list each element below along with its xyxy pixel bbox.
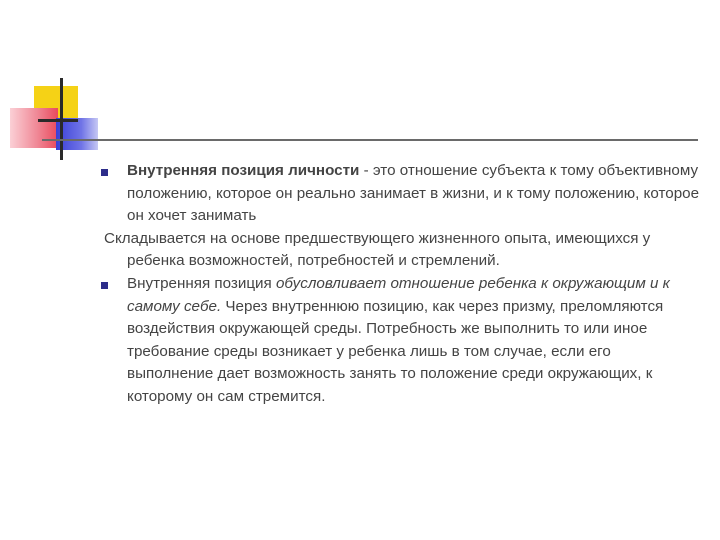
influence-lead-text: Внутренняя позиция (127, 274, 276, 292)
paragraph-formation (100, 228, 700, 273)
term-label: Внутренняя позиция личности (127, 162, 360, 179)
square-bullet-icon (101, 169, 108, 176)
influence-italic-text: обусловливает отношение ребенка к окружающим и к самому себе. (127, 274, 670, 315)
title-divider-line (42, 139, 698, 141)
bullet-paragraph-influence (100, 273, 700, 409)
formation-text: Складывается на основе предшествующего жизненного опыта, имеющихся у ребенка возможностей, потребностей и стремлений. (104, 229, 651, 270)
decor-red-square (10, 108, 58, 148)
slide-body (100, 160, 700, 409)
square-bullet-icon (101, 282, 108, 289)
decor-short-horizontal-line (38, 119, 78, 122)
bullet-paragraph-definition (100, 160, 700, 228)
definition-text: - это отношение субъекта к тому объективному положению, которое он реально занимает в жизни, и к тому положению, которое он хочет занимать (127, 162, 700, 225)
influence-rest-text: Через внутреннюю позицию, как через призму, преломляются воздействия окружающей среды. Потребность же выполнить то или иное требование среды возникает у ребенка лишь в том случае, если его выполнение дает возможность занять то положение среди окружающих, к которому он сам стремится. (127, 297, 664, 405)
